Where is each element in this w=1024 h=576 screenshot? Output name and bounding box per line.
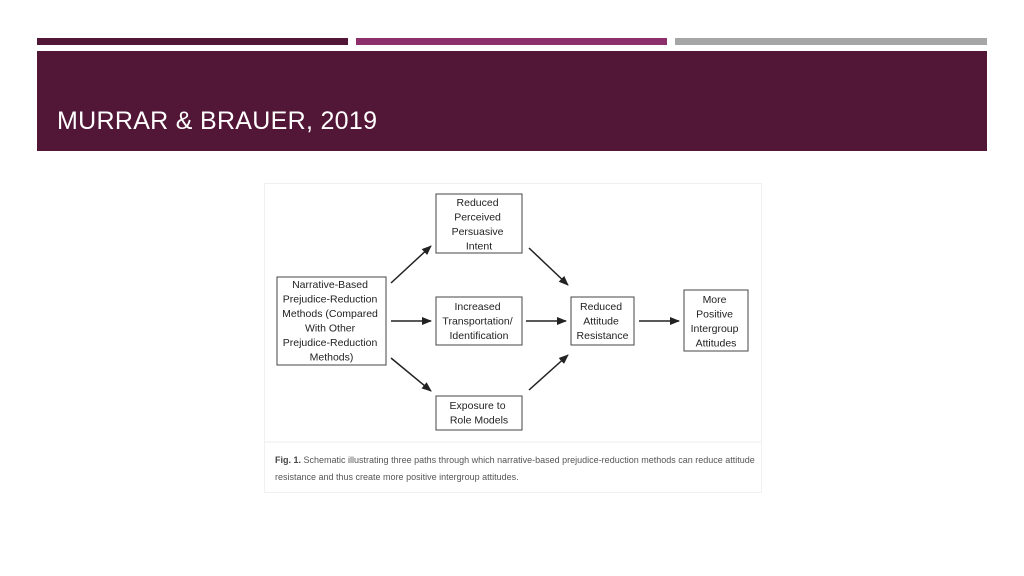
figure-caption-text: Schematic illustrating three paths through which narrative-based prejudice-reduction methods can reduce attitude resistance and thus create more positive intergroup attitudes. [275, 455, 755, 482]
accent-bar-gray [675, 38, 987, 45]
accent-bar-magenta [356, 38, 667, 45]
slide-title: MURRAR & BRAUER, 2019 [57, 107, 378, 135]
figure-caption [275, 452, 755, 486]
title-band [37, 51, 987, 151]
arrow-persuasive-to-resistance [529, 248, 568, 285]
arrow-narrative-to-persuasive [391, 246, 431, 283]
accent-bar-dark [37, 38, 348, 45]
node-label-narrative: Narrative-Based Prejudice-Reduction Methods (Compared With Other Prejudice-Reduction Methods) [282, 279, 378, 364]
node-label-exposure: Exposure to Role Models [449, 400, 509, 427]
node-label-transportation: Increased Transportation/ Identification [442, 301, 513, 342]
node-label-persuasive: Reduced Perceived Persuasive Intent [451, 197, 504, 253]
flow-diagram [265, 184, 761, 444]
arrow-narrative-to-exposure [391, 358, 431, 391]
figure-caption-label: Fig. 1. [275, 455, 302, 465]
arrow-exposure-to-resistance [529, 355, 568, 390]
figure-card [265, 184, 761, 492]
node-label-resistance: Reduced Attitude Resistance [576, 301, 629, 342]
node-label-attitudes: More Positive Intergroup Attitudes [690, 294, 739, 350]
